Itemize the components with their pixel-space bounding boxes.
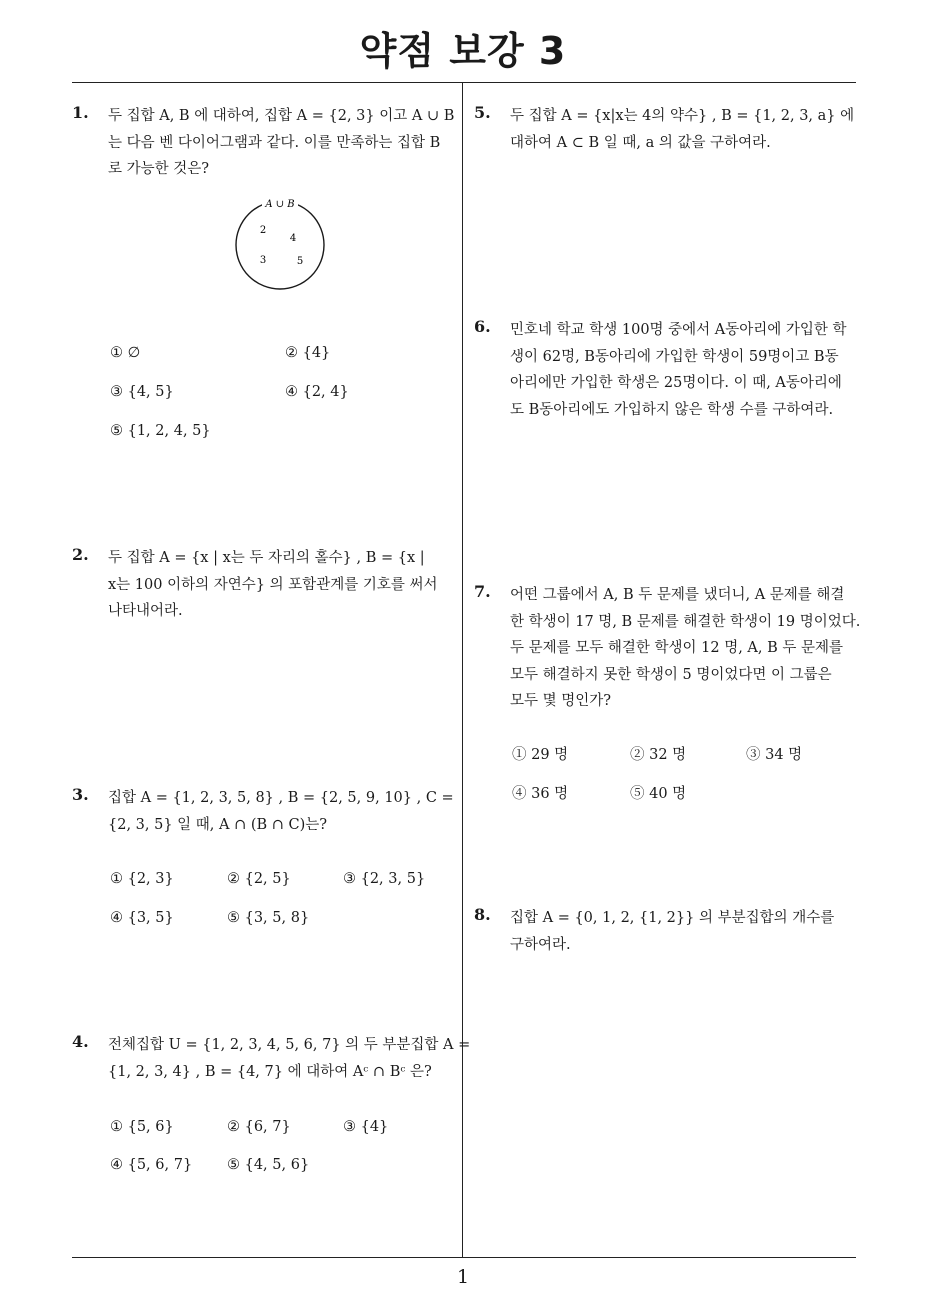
- top-rule: [72, 82, 856, 83]
- column-divider: [462, 82, 463, 1258]
- venn-element: 5: [296, 256, 304, 267]
- answer-option[interactable]: ③ {4, 5}: [110, 384, 174, 400]
- question-line: 집합 A = {1, 2, 3, 5, 8} , B = {2, 5, 9, 10} , C =: [108, 790, 454, 806]
- question-line: 는 다음 벤 다이어그램과 같다. 이를 만족하는 집합 B: [108, 134, 441, 151]
- venn-diagram: [228, 192, 332, 292]
- answer-option[interactable]: ⑤ {1, 2, 4, 5}: [110, 423, 211, 439]
- question-line: 두 집합 A, B 에 대하여, 집합 A = {2, 3} 이고 A ∪ B: [108, 108, 455, 124]
- answer-option[interactable]: ② 32 명: [630, 747, 687, 763]
- answer-option[interactable]: ② {4}: [285, 345, 331, 361]
- question-number: 1.: [72, 103, 89, 122]
- venn-circle: [236, 201, 324, 289]
- venn-element: 4: [289, 233, 297, 244]
- venn-element: 3: [259, 255, 267, 266]
- question-text: [510, 317, 858, 423]
- question-line: 어떤 그룹에서 A, B 두 문제를 냈더니, A 문제를 해결: [510, 587, 845, 603]
- answer-option[interactable]: ① {2, 3}: [110, 871, 174, 887]
- venn-element: 2: [259, 225, 267, 236]
- question-line: 두 집합 A = {x | x는 두 자리의 홀수} , B = {x |: [108, 550, 425, 566]
- answer-option[interactable]: ① {5, 6}: [110, 1119, 174, 1135]
- question-line: 도 B동아리에도 가입하지 않은 학생 수를 구하여라.: [510, 401, 834, 418]
- question-line: 나타내어라.: [108, 603, 183, 619]
- question-text: [108, 785, 456, 838]
- bottom-rule: [72, 1257, 856, 1258]
- question-line: 민호네 학교 학생 100명 중에서 A동아리에 가입한 학: [510, 322, 847, 338]
- answer-option[interactable]: ④ {3, 5}: [110, 910, 174, 926]
- question-line: 아리에만 가입한 학생은 25명이다. 이 때, A동아리에: [510, 375, 842, 391]
- answer-option[interactable]: ③ {4}: [343, 1119, 389, 1135]
- question-line: 대하여 A ⊂ B 일 때, a 의 값을 구하여라.: [510, 134, 771, 151]
- question-number: 4.: [72, 1032, 89, 1051]
- answer-option[interactable]: ③ {2, 3, 5}: [343, 871, 426, 887]
- question-line: 로 가능한 것은?: [108, 161, 210, 177]
- page-title: 약점 보강 3: [359, 29, 567, 73]
- question-line: 생이 62명, B동아리에 가입한 학생이 59명이고 B동: [510, 348, 839, 365]
- venn-label: A ∪ B: [265, 199, 295, 210]
- answer-option[interactable]: ⑤ {3, 5, 8}: [227, 910, 310, 926]
- question-line: 한 학생이 17 명, B 문제를 해결한 학생이 19 명이었다.: [510, 613, 861, 630]
- question-number: 7.: [474, 582, 491, 601]
- answer-option[interactable]: ④ {5, 6, 7}: [110, 1157, 193, 1173]
- question-line: 모두 해결하지 못한 학생이 5 명이었다면 이 그룹은: [510, 666, 832, 683]
- question-line: 두 문제를 모두 해결한 학생이 12 명, A, B 두 문제를: [510, 640, 844, 656]
- page-number: 1: [456, 1266, 470, 1288]
- question-line: {1, 2, 3, 4} , B = {4, 7} 에 대하여 Aᶜ ∩ Bᶜ 은?: [108, 1063, 432, 1080]
- question-number: 8.: [474, 905, 491, 924]
- answer-option[interactable]: ④ 36 명: [512, 786, 569, 802]
- answer-option[interactable]: ① ∅: [110, 345, 141, 361]
- question-line: 전체집합 U = {1, 2, 3, 4, 5, 6, 7} 의 두 부분집합 A =: [108, 1037, 471, 1053]
- question-text: [510, 103, 858, 156]
- answer-option[interactable]: ① 29 명: [512, 747, 569, 763]
- question-line: 모두 몇 명인가?: [510, 693, 612, 709]
- answer-option[interactable]: ② {2, 5}: [227, 871, 291, 887]
- question-line: 두 집합 A = {x|x는 4의 약수} , B = {1, 2, 3, a} 에: [510, 108, 855, 124]
- answer-option[interactable]: ⑤ 40 명: [630, 786, 687, 802]
- answer-option[interactable]: ⑤ {4, 5, 6}: [227, 1157, 310, 1173]
- question-number: 6.: [474, 317, 491, 336]
- question-number: 5.: [474, 103, 491, 122]
- question-line: {2, 3, 5} 일 때, A ∩ (B ∩ C)는?: [108, 816, 328, 833]
- answer-option[interactable]: ③ 34 명: [746, 747, 803, 763]
- question-number: 3.: [72, 785, 89, 804]
- answer-option[interactable]: ② {6, 7}: [227, 1119, 291, 1135]
- question-number: 2.: [72, 545, 89, 564]
- question-text: [108, 1032, 471, 1085]
- question-text: [108, 545, 456, 625]
- question-text: [510, 582, 861, 715]
- question-line: 구하여라.: [510, 936, 571, 953]
- question-line: x는 100 이하의 자연수} 의 포함관계를 기호를 써서: [108, 576, 438, 593]
- question-text: [108, 103, 456, 183]
- question-line: 집합 A = {0, 1, 2, {1, 2}} 의 부분집합의 개수를: [510, 910, 835, 926]
- question-text: [510, 905, 858, 958]
- answer-option[interactable]: ④ {2, 4}: [285, 384, 349, 400]
